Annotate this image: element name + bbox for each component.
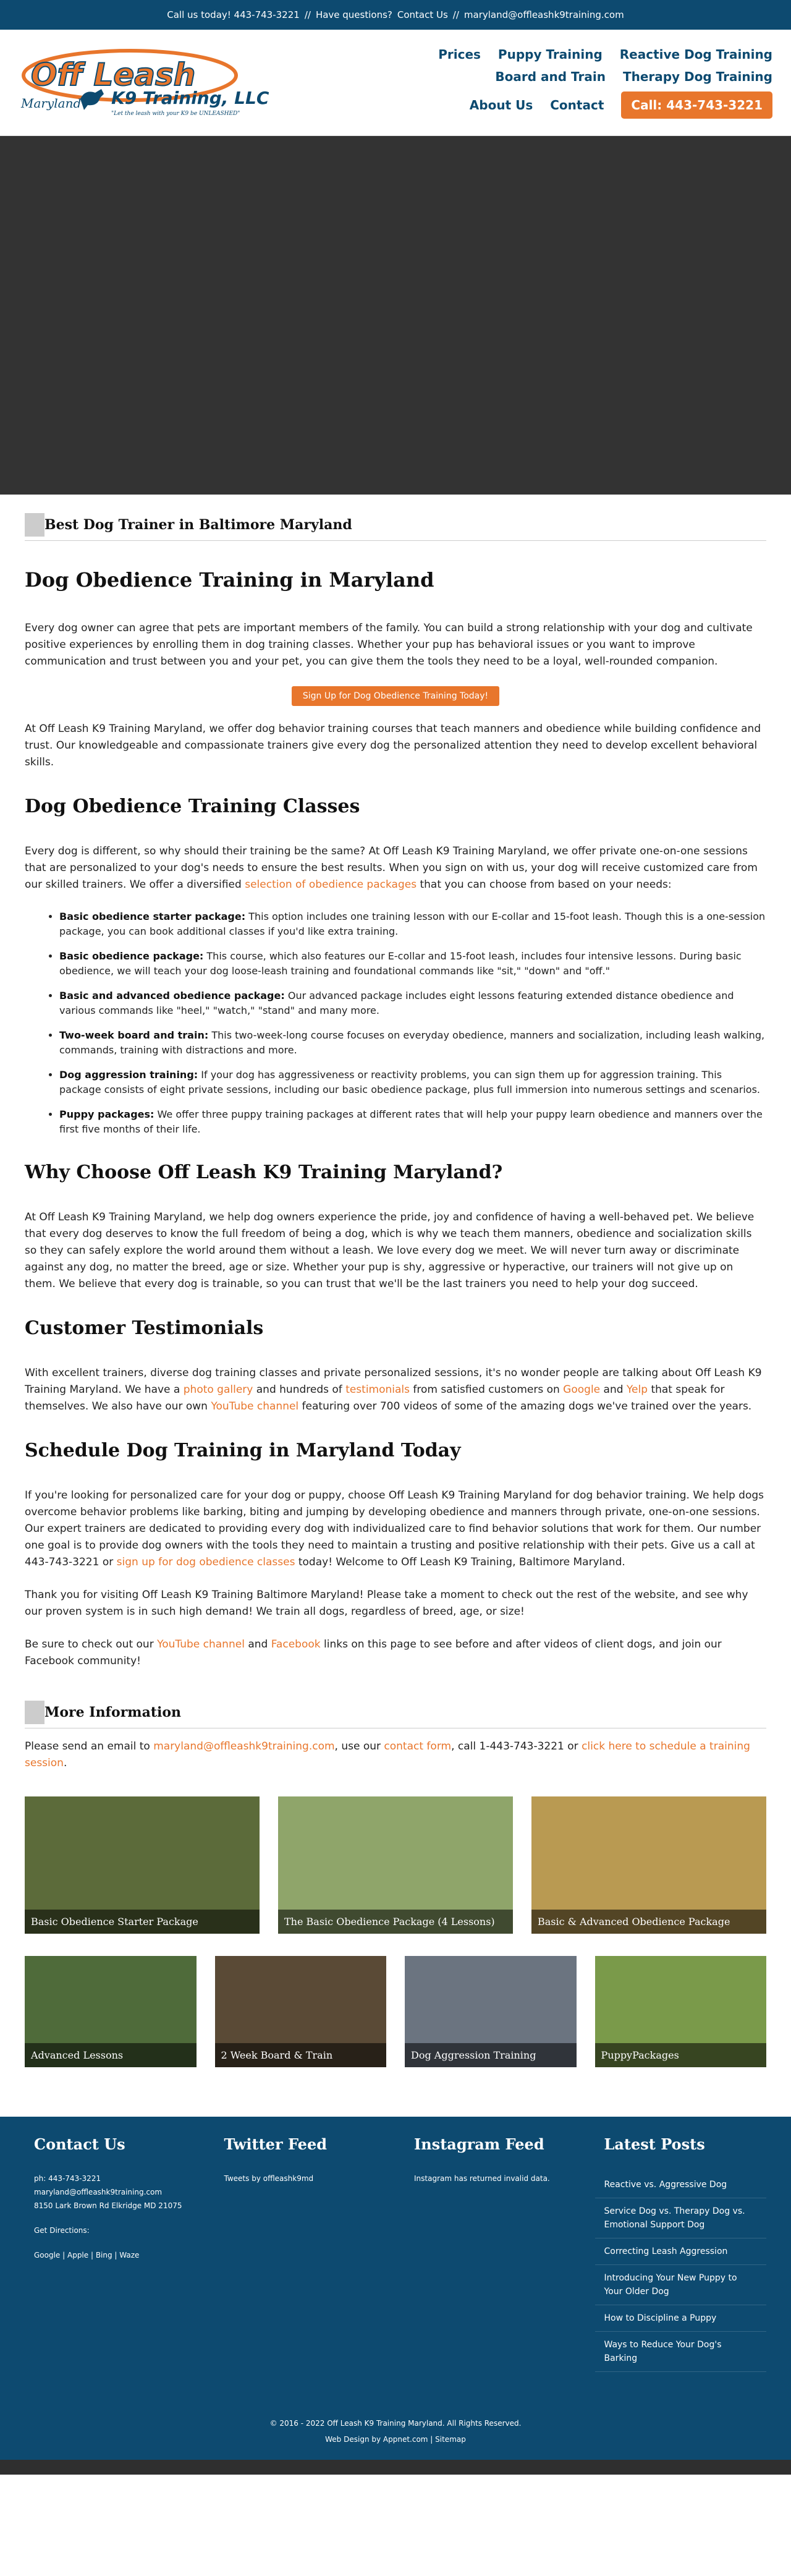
footer-heading: Twitter Feed [224,2135,327,2153]
call-text: Call us today! 443-743-3221 [167,9,300,20]
footer-phone: ph: 443-743-3221 [34,2174,101,2183]
page-title: Dog Obedience Training in Maryland [25,568,434,592]
tile-caption: 2 Week Board & Train [215,2043,387,2067]
nav-puppy-training[interactable]: Puppy Training [497,46,603,62]
why-choose-heading: Why Choose Off Leash K9 Training Maryland? [25,1162,503,1183]
section-label [25,1701,766,1728]
footer-twitter [215,2135,387,2372]
package-tiles [25,1956,766,2067]
main-content [0,495,791,2067]
footer-address: 8150 Lark Brown Rd Elkridge MD 21075 [34,2201,182,2210]
tile-caption: Basic & Advanced Obedience Package [531,1910,766,1934]
post-link[interactable]: Service Dog vs. Therapy Dog vs. Emotional Support Dog [595,2198,767,2238]
main-nav [438,47,772,119]
package-tile[interactable] [531,1796,766,1934]
site-footer [0,2117,791,2460]
intro-paragraph: Every dog owner can agree that pets are important members of the family. You can build a strong relationship with your dog and cultivate positive experiences by enrolling them in dog training classes. Whether your pup has behavioral issues or you want to improve communication and trust between you and your pet, you can give them the tools they need to be a loyal, well-rounded companion. [25,622,753,668]
package-tile[interactable] [595,1956,767,2067]
contact-form-link[interactable]: contact form [384,1740,452,1753]
post-link[interactable]: Ways to Reduce Your Dog's Barking [595,2332,767,2372]
schedule-session-link[interactable]: click here to schedule a training session [25,1740,750,1769]
youtube-link[interactable]: YouTube channel [211,1400,299,1413]
logo-state: Maryland [21,95,82,111]
footer-map-links[interactable]: Google | Apple | Bing | Waze [34,2251,140,2259]
separator: // [452,9,459,20]
hero-banner [0,136,791,495]
list-item: • Puppy packages: We offer three puppy training packages at different rates that will help your puppy learn obedience and manners over the first five months of their life. [59,1107,766,1137]
post-link[interactable]: Correcting Leash Aggression [595,2238,767,2265]
package-tile[interactable] [25,1796,260,1934]
nav-about-us[interactable]: About Us [469,97,533,113]
thanks-paragraph: Thank you for visiting Off Leash K9 Training Baltimore Maryland! Please take a moment to check out the rest of the website, and see why our proven system is in such high demand! We train all dogs, regardless of breed, age, or size! [25,1589,748,1618]
package-tile[interactable] [278,1796,513,1934]
tile-caption: The Basic Obedience Package (4 Lessons) [278,1910,513,1934]
list-item: • Dog aggression training: If your dog has aggressiveness or reactivity problems, you can sign them up for aggression training. This package consists of eight private sessions, including our basic obedience package, plus full immersion into numerous settings and scenarios. [59,1068,766,1097]
schedule-heading: Schedule Dog Training in Maryland Today [25,1440,461,1461]
footer-heading: Instagram Feed [414,2135,544,2153]
yelp-link[interactable]: Yelp [626,1384,648,1396]
questions-text: Have questions? [315,9,392,20]
email-link[interactable]: maryland@offleashk9training.com [153,1740,335,1753]
footer-instagram [405,2135,577,2372]
logo-tagline: "Let the leash with your K9 be UNLEASHED" [111,110,240,117]
list-item: • Basic obedience starter package: This option includes one training lesson with our E-collar and 15-foot leash. Though this is a one-session package, you can book additional classes if you'd like extra training. [59,909,766,939]
list-item: • Two-week board and train: This two-week-long course focuses on everyday obedience, manners and socialization, including leash walking, commands, training with distractions and more. [59,1028,766,1058]
twitter-feed-link[interactable]: Tweets by offleashk9md [224,2174,314,2183]
design-credit[interactable]: Web Design by Appnet.com | Sitemap [325,2435,466,2444]
nav-prices[interactable]: Prices [438,46,481,62]
package-tile[interactable] [215,1956,387,2067]
tile-caption: Advanced Lessons [25,2043,197,2067]
schedule-paragraph: If you're looking for personalized care for your dog or puppy, choose Off Leash K9 Training Maryland for dog behavior training. We help dogs overcome behavior problems like barking, biting and jumping by developing obedience and manners through private, one-on-one sessions. Our expert trainers are dedicated to providing every dog with individualized care to find behavior solutions that work for them. Our number one goal is to provide dog owners with the tools they need to maintain a trusting and positive relationship with their pets. Give us a call at 443-743-3221 or sign up for dog obedience classes today! Welcome to Off Leash K9 Training, Baltimore Maryland. [25,1489,764,1568]
nav-board-and-train[interactable]: Board and Train [495,69,606,84]
testimonials-paragraph: With excellent trainers, diverse dog training classes and private personalized sessions, it's no wonder people are talking about Off Leash K9 Training Maryland. We have a photo gallery and hundreds of testimonials from satisfied customers on Google and Yelp that speak for themselves. We also have our own YouTube channel featuring over 700 videos of some of the amazing dogs we've trained over the years. [25,1367,762,1413]
facebook-link[interactable]: Facebook [271,1638,321,1651]
package-tile[interactable] [25,1956,197,2067]
logo-brand: Off Leash [31,56,196,93]
list-item: • Basic and advanced obedience package: Our advanced package includes eight lessons featuring extended distance obedience and various commands like "heel," "watch," "stand" and many more. [59,988,766,1018]
testimonials-link[interactable]: testimonials [345,1384,410,1396]
youtube-channel-link[interactable]: YouTube channel [157,1638,245,1651]
tile-caption: Basic Obedience Starter Package [25,1910,260,1934]
more-info-title: More Information [44,1704,182,1720]
copyright: © 2016 - 2022 Off Leash K9 Training Maryland. All Rights Reserved. [269,2419,522,2428]
package-tiles [25,1796,766,1934]
label-marker-icon [25,1701,44,1724]
package-tile[interactable] [405,1956,577,2067]
classes-paragraph: Every dog is different, so why should their training be the same? At Off Leash K9 Training Maryland, we offer private one-on-one sessions that are personalized to your dog's needs to ensure the best results. When you sign on with us, your dog will receive customized care from our skilled trainers. We offer a diversified selection of obedience packages that you can choose from based on your needs: [25,845,758,891]
tile-caption: Dog Aggression Training [405,2043,577,2067]
signup-cta-button[interactable]: Sign Up for Dog Obedience Training Today! [292,686,499,706]
obedience-packages-link[interactable]: selection of obedience packages [245,878,417,891]
contact-us-link[interactable]: Contact Us [397,9,448,20]
list-item: • Basic obedience package: This course, which also features our E-collar and 15-foot leash, includes four intensive lessons. During basic obedience, we will teach your dog loose-leash training and foundational commands like "sit," "down" and "off." [59,949,766,979]
packages-list [59,909,766,1137]
nav-therapy-dog-training[interactable]: Therapy Dog Training [622,69,772,84]
logo-sub: K9 Training, LLC [111,87,269,108]
label-marker-icon [25,513,44,537]
instagram-status: Instagram has returned invalid data. [414,2174,550,2183]
site-header [0,30,791,136]
bottom-strip [0,2460,791,2475]
more-info-paragraph: Please send an email to maryland@offleashk9training.com, use our contact form, call 1-443-743-3221 or click here to schedule a training session. [25,1740,750,1769]
site-logo[interactable] [19,46,278,120]
testimonials-heading: Customer Testimonials [25,1317,264,1339]
footer-contact [25,2135,197,2372]
photo-gallery-link[interactable]: photo gallery [183,1384,253,1396]
top-bar [0,0,791,30]
why-choose-paragraph: At Off Leash K9 Training Maryland, we help dog owners experience the pride, joy and confidence of having a well-behaved pet. We believe that every dog deserves to know the full freedom of being a dog, which is why we teach them manners, obedience and socialization skills so they can safely explore the world around them without a leash. We love every dog we meet. We will never turn away or discriminate against any dog, no matter the breed, age or size. Whether your pup is shy, aggressive or hyperactive, our trainers will not give up on them. We believe that every dog is trainable, so you can trust that we'll be the last trainers you need to help your dog succeed. [25,1211,755,1290]
footer-heading: Latest Posts [604,2135,705,2153]
email-link[interactable]: maryland@offleashk9training.com [463,9,624,20]
post-link[interactable]: How to Discipline a Puppy [595,2305,767,2332]
nav-reactive-dog-training[interactable]: Reactive Dog Training [619,46,772,62]
post-link[interactable]: Introducing Your New Puppy to Your Older Dog [595,2265,767,2305]
section-label [25,513,766,541]
section-label-title: Best Dog Trainer in Baltimore Maryland [44,517,352,533]
post-link[interactable]: Reactive vs. Aggressive Dog [595,2172,767,2198]
social-paragraph: Be sure to check out our YouTube channel and Facebook links on this page to see before and after videos of client dogs, and join our Facebook community! [25,1638,722,1667]
google-link[interactable]: Google [563,1384,601,1396]
about-paragraph: At Off Leash K9 Training Maryland, we offer dog behavior training courses that teach manners and obedience while building confidence and trust. Our knowledgeable and compassionate trainers give every dog the personalized attention they need to develop excellent behavioral skills. [25,723,761,768]
footer-directions-label: Get Directions: [34,2226,90,2235]
call-button[interactable]: Call: 443-743-3221 [621,91,772,119]
nav-contact[interactable]: Contact [550,97,604,113]
footer-posts [595,2135,767,2372]
tile-caption: PuppyPackages [595,2043,767,2067]
footer-heading: Contact Us [34,2135,125,2153]
footer-email[interactable]: maryland@offleashk9training.com [34,2188,163,2196]
classes-heading: Dog Obedience Training Classes [25,796,360,817]
signup-classes-link[interactable]: sign up for dog obedience classes [116,1556,295,1568]
separator: // [304,9,311,20]
